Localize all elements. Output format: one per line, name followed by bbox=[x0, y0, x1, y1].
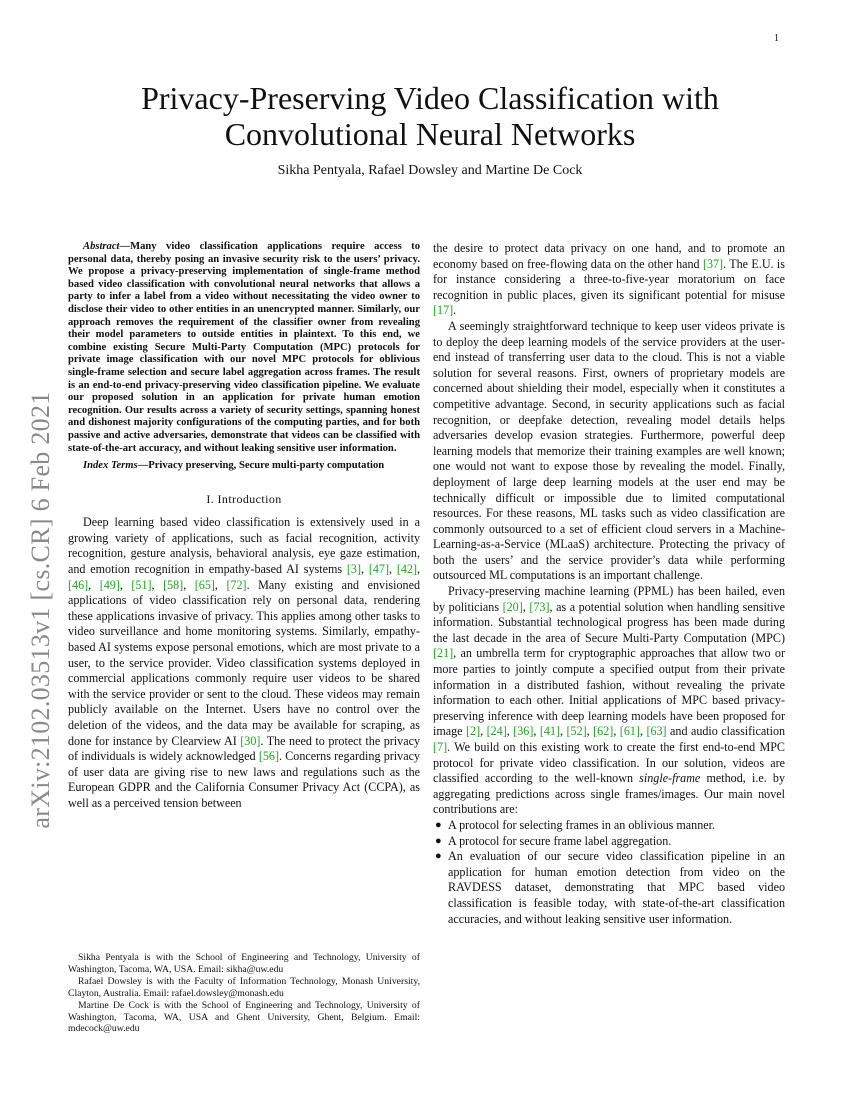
body-text: . bbox=[453, 303, 457, 318]
citation-link[interactable]: [3] bbox=[346, 562, 361, 577]
index-terms-text: —Privacy preserving, Secure multi-party computation bbox=[137, 460, 385, 472]
contribution-item bbox=[435, 849, 785, 927]
citation-link[interactable]: [17] bbox=[433, 303, 454, 318]
citation-link[interactable]: [62] bbox=[593, 724, 614, 739]
citation-link[interactable]: [42] bbox=[396, 562, 417, 577]
citation-link[interactable]: [72] bbox=[226, 577, 247, 592]
author-list: Sikha Pentyala, Rafael Dowsley and Martine De Cock bbox=[277, 163, 583, 178]
right-column bbox=[433, 241, 785, 927]
body-text: , bbox=[639, 724, 647, 739]
body-text: , bbox=[151, 577, 164, 592]
body-text: . Concerns regarding privacy of user data are giving rise to new laws and regulations such as the European GDPR and the California Consumer Privacy Act (CCPA), as well as a perceived tension between bbox=[68, 749, 420, 810]
body-text: , bbox=[360, 562, 369, 577]
emphasized-term: single-frame bbox=[639, 771, 701, 786]
citation-link[interactable]: [21] bbox=[433, 646, 454, 661]
citation-link[interactable]: [52] bbox=[566, 724, 587, 739]
body-text: , bbox=[416, 562, 421, 577]
citation-link[interactable]: [7] bbox=[433, 740, 448, 754]
index-terms bbox=[68, 460, 420, 473]
citation-link[interactable]: [47] bbox=[368, 562, 389, 577]
contribution-item bbox=[435, 833, 785, 850]
footnote: Rafael Dowsley is with the Faculty of Information Technology, Monash University, Clayton, Australia. Email: rafael.dowsley@monash.edu bbox=[68, 976, 420, 999]
abstract bbox=[68, 241, 420, 455]
abstract-text: —Many video classification applications require access to personal data, thereby posing an invasive security risk to the users’ privacy. We propose a privacy-preserving implementation of single-frame method based video classification with convolutional neural networks that allows a party to infer a label from a video without necessitating the video owner to disclose their video to other entities in an unencrypted manner. Similarly, our approach removes the requirement of the classifier owner from revealing their model parameters to outside entities in plaintext. To this end, we combine existing Secure Multi-Party Computation (MPC) protocols for private image classification with our novel MPC protocols for oblivious single-frame selection and secure label aggregation across frames. The result is an end-to-end privacy-preserving video classification pipeline. We evaluate our proposed solution in an application for private human emotion recognition. Our results across a variety of security settings, spanning honest and dishonest majority configurations of the computing parties, and for both passive and active adversaries, demonstrate that videos can be classified with state-of-the-art accuracy, and without leaking sensitive user information. bbox=[68, 241, 420, 454]
contribution-text: An evaluation of our secure video classification pipeline in an application for human emotion detection from video on the RAVDESS dataset, demonstrating that MPC based video classification is feasible today, with state-of-the-art classification accuracies, and without leaking sensitive user information. bbox=[448, 849, 785, 926]
body-text: method, i.e. by aggregating predictions across single frames/images. Our main novel contributions are: bbox=[433, 771, 785, 817]
footnote: Sikha Pentyala is with the School of Engineering and Technology, University of Washington, Tacoma, WA, USA. Email: sikha@uw.edu bbox=[68, 952, 420, 975]
citation-link[interactable]: [49] bbox=[99, 577, 120, 592]
body-text: , bbox=[88, 577, 100, 592]
body-text: , an umbrella term for cryptographic approaches that allow two or more parties to jointly compute a specified output from their private information in a distributed fashion, without revealing the private information to each other. Initial applications of MPC based privacy-preserving inference with deep learning models have been proposed for image bbox=[433, 646, 785, 739]
body-text: . We build on this existing work to create the first end-to-end MPC protocol for private video classification. In our solution, videos are classified according to the well-known bbox=[433, 740, 785, 786]
citation-link[interactable]: [61] bbox=[619, 724, 640, 739]
body-text: , bbox=[533, 724, 540, 739]
author-footnotes bbox=[68, 952, 420, 1036]
body-text: , bbox=[119, 577, 132, 592]
body-text: , bbox=[388, 562, 397, 577]
citation-link[interactable]: [30] bbox=[240, 733, 261, 748]
body-text: the desire to protect data privacy on one hand, and to promote an economy based on free-flowing data on the other hand bbox=[433, 241, 785, 271]
contribution-text: A protocol for selecting frames in an oblivious manner. bbox=[448, 817, 716, 832]
footnote: Martine De Cock is with the School of Engineering and Technology, University of Washington, Tacoma, WA, USA and Ghent University, Ghent, Belgium. Email: mdecock@uw.edu bbox=[68, 1000, 420, 1034]
body-text: , bbox=[506, 724, 514, 739]
intro-paragraph-1 bbox=[68, 515, 420, 811]
bullet-icon: ● bbox=[435, 818, 442, 831]
index-terms-label: Index Terms bbox=[83, 460, 138, 472]
citation-link[interactable]: [56] bbox=[258, 749, 279, 764]
intro-paragraph-1-continued bbox=[433, 241, 785, 319]
section-heading-introduction: I. Introduction bbox=[206, 491, 282, 506]
body-text: , bbox=[214, 577, 227, 592]
citation-link[interactable]: [65] bbox=[194, 577, 215, 592]
body-text: Privacy-preserving machine learning (PPML) has been hailed, even by politicians bbox=[433, 584, 785, 614]
abstract-label: Abstract bbox=[83, 241, 120, 252]
paper-title bbox=[80, 80, 780, 152]
body-text: , bbox=[183, 577, 195, 592]
citation-link[interactable]: [20] bbox=[502, 599, 523, 614]
body-text: . Many existing and envisioned applications of video classification rely on personal data, rendering these applications invasive of privacy. This applies among other tasks to video surveillance and home monitoring systems. Similarly, empathy-based AI systems expose personal emotions, which are most private to a user, to the service provider. Video classification systems deployed in commercial applications commonly require user videos to be shared with the service provider or sent to the cloud. These videos may remain publicly available on the Internet. Users have no control over the deletion of the videos, and the data may be available for scraping, as done for instance by Clearview AI bbox=[68, 577, 421, 748]
bullet-icon: ● bbox=[435, 834, 442, 847]
bullet-icon: ● bbox=[435, 850, 442, 863]
arxiv-identifier-stamp: arXiv:2102.03513v1 [cs.CR] 6 Feb 2021 bbox=[26, 391, 55, 829]
intro-paragraph-3 bbox=[433, 584, 785, 818]
citation-link[interactable]: [63] bbox=[646, 724, 667, 739]
citation-link[interactable]: [73] bbox=[529, 599, 550, 614]
title-line-2: Convolutional Neural Networks bbox=[224, 116, 636, 152]
body-text: , bbox=[522, 599, 530, 614]
citation-link[interactable]: [37] bbox=[702, 256, 724, 271]
body-text: , bbox=[560, 724, 567, 739]
body-text: . The need to protect the privacy of individuals is widely acknowledged bbox=[68, 733, 420, 764]
body-text: . The E.U. is for instance considering a three-to-five-year moratorium on face recognition in public places, given its significant potential for misuse bbox=[433, 256, 785, 302]
left-column bbox=[68, 241, 420, 812]
body-text: and audio classification bbox=[666, 724, 786, 739]
contribution-item bbox=[435, 817, 785, 834]
citation-link[interactable]: [46] bbox=[68, 577, 89, 592]
citation-link[interactable]: [2] bbox=[466, 724, 481, 739]
body-text: , bbox=[586, 724, 594, 739]
citation-link[interactable]: [24] bbox=[486, 724, 507, 739]
citation-link[interactable]: [58] bbox=[163, 577, 184, 592]
body-text: Deep learning based video classification is extensively used in a growing variety of applications, such as facial recognition, activity recognition, gesture analysis, behavioral analysis, eye gaze estimation, and emotion recognition in empathy-based AI systems bbox=[68, 515, 420, 577]
contribution-text: A protocol for secure frame label aggregation. bbox=[448, 833, 672, 848]
citation-link[interactable]: [51] bbox=[131, 577, 152, 592]
body-text: , as a potential solution when handling sensitive information. Substantial technological progress has been made during the last decade in the area of Secure Multi-Party Computation (MPC) bbox=[433, 599, 786, 645]
citation-link[interactable]: [36] bbox=[513, 724, 534, 739]
contributions-list bbox=[433, 818, 785, 927]
title-line-1: Privacy-Preserving Video Classification with bbox=[141, 80, 719, 116]
page-number: 1 bbox=[774, 33, 779, 44]
body-text: , bbox=[613, 724, 620, 739]
citation-link[interactable]: [41] bbox=[539, 724, 561, 739]
body-text: , bbox=[480, 724, 487, 739]
intro-paragraph-2: A seemingly straightforward technique to keep user videos private is to deploy the deep learning models of the service providers at the user-end instead of transferring user data to the cloud. This is not a viable solution for several reasons. First, owners of proprietary models are concerned about shielding their model, especially when it constitutes a competitive advantage. Second, in security applications such as facial recognition, or deepfake detection, revealing model details helps adversaries develop evasion strategies. Furthermore, powerful deep learning models that memorize their training examples are well known; one would not want to expose those by revealing the model. Finally, deployment of large deep learning models at the user end may be technically difficult or impossible due to limited computational resources. For these reasons, ML tasks such as video classification are commonly outsourced to a set of efficient cloud servers in a Machine-Learning-as-a-Service (MLaaS) architecture. Protecting the privacy of both the users’ and the service provider’s data while performing outsourced ML computations is an important challenge. bbox=[433, 318, 785, 583]
